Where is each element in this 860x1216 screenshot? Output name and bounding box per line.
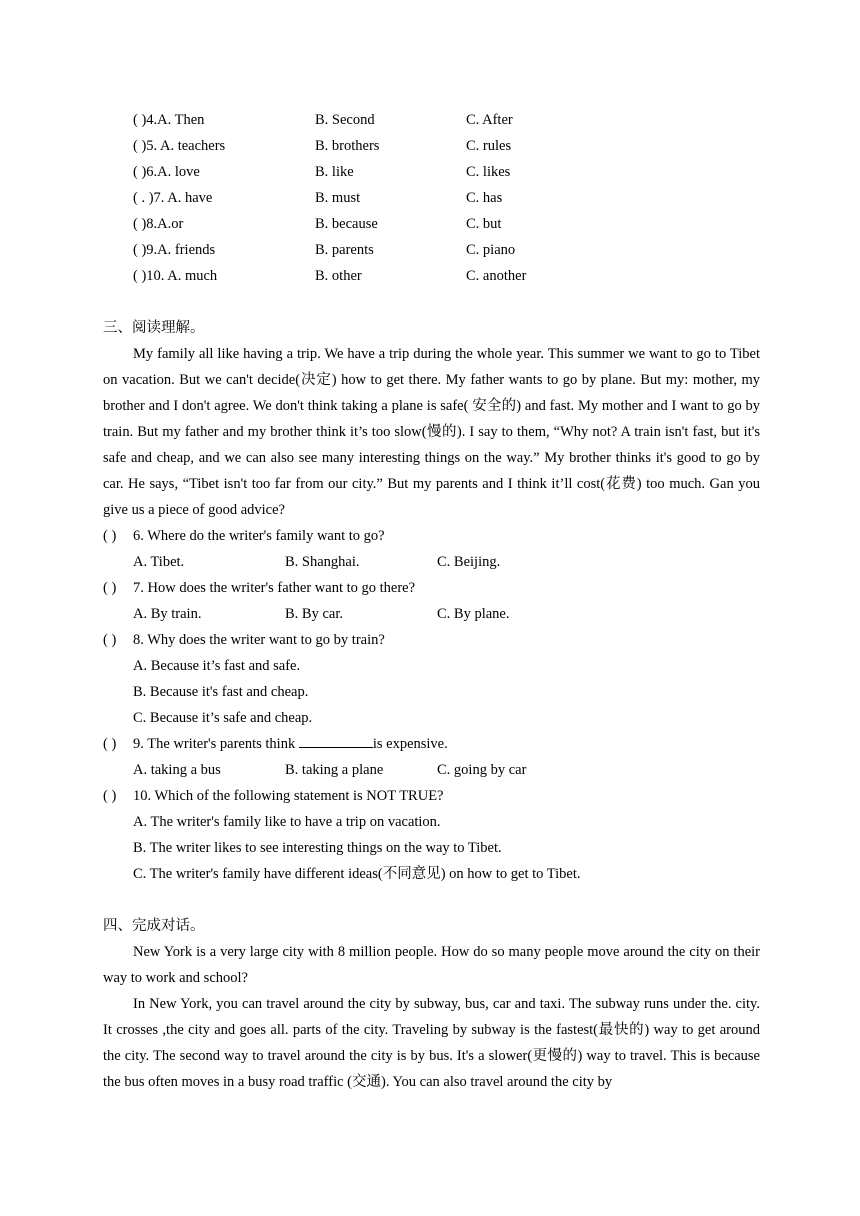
option-b: B. By car. (285, 606, 343, 622)
fill-blank (299, 735, 373, 748)
question-text: 8. Why does the writer want to go by train? (133, 632, 385, 648)
option-c: C. Beijing. (437, 554, 501, 570)
section-heading-reading: 三、阅读理解。 (103, 320, 205, 336)
option-c: C. rules (466, 138, 512, 154)
option-c: C. By plane. (437, 606, 510, 622)
option-c: C. Because it’s safe and cheap. (133, 710, 313, 726)
question-text: 7. How does the writer's father want to go there? (133, 580, 416, 596)
question-text-after: is expensive. (372, 736, 448, 752)
reading-passage: My family all like having a trip. We have a trip during the whole year. This summer we want to go to Tibet on vacation. But we can't decide(决定) how to get there. My father wants to go by plane. But my: mother, my brother and I don't agree. We don't think taking a plane is safe( 安全的) and fast. My mother and I want to go by train. But my father and my brother think it’s too slow(慢的). I say to them, “Why not? A train isn't fast, but it's safe and cheap, and we can also see many interesting things on the way.” My brother thinks it's good to go by car. He says, “Tibet isn't too far from our city.” But my parents and I think it’ll cost(花费) too much. Gan you give us a piece of good advice? (103, 346, 760, 518)
option-b: B. must (315, 190, 361, 206)
option-b: B. parents (315, 242, 374, 258)
question-text-before: 9. The writer's parents think (133, 736, 299, 752)
option-b: B. Second (315, 112, 375, 128)
option-a: A. taking a bus (133, 762, 221, 778)
option-a: A. By train. (133, 606, 202, 622)
option-a: A. The writer's family like to have a trip on vacation. (133, 814, 441, 830)
answer-bracket: ( ) (103, 528, 117, 544)
question-number: ( )6.A. love (133, 164, 200, 180)
option-b: B. other (315, 268, 362, 284)
option-b: B. Shanghai. (285, 554, 360, 570)
option-c: C. piano (466, 242, 516, 258)
answer-bracket: ( ) (103, 788, 117, 804)
question-text: 6. Where do the writer's family want to go? (133, 528, 385, 544)
answer-bracket: ( ) (103, 632, 117, 648)
section-heading-dialogue: 四、完成对话。 (103, 918, 205, 934)
answer-bracket: ( ) (103, 736, 117, 752)
option-a: A. Tibet. (133, 554, 185, 570)
option-c: C. another (466, 268, 527, 284)
answer-bracket: ( ) (103, 580, 117, 596)
dialogue-paragraph-1: New York is a very large city with 8 million people. How do so many people move around the city on their way to work and school? (103, 944, 760, 986)
dialogue-paragraph-2: In New York, you can travel around the city by subway, bus, car and taxi. The subway runs under the. city. It crosses ,the city and goes all. parts of the city. Traveling by subway is the fastest(最快的) way to get around the city. The second way to travel around the city is by bus. It's a slower(更慢的) way to travel. This is because the bus often moves in a busy road traffic (交通). You can also travel around the city by (103, 996, 760, 1090)
question-number: ( )9.A. friends (133, 242, 216, 258)
question-text: 10. Which of the following statement is NOT TRUE? (133, 788, 444, 804)
option-c: C. likes (466, 164, 511, 180)
option-c: C. has (466, 190, 503, 206)
option-a: A. Because it’s fast and safe. (133, 658, 301, 674)
option-c: C. going by car (437, 762, 527, 778)
option-b: B. brothers (315, 138, 380, 154)
question-number: ( . )7. A. have (133, 190, 213, 206)
option-b: B. like (315, 164, 354, 180)
option-b: B. The writer likes to see interesting things on the way to Tibet. (133, 840, 502, 856)
question-number: ( )5. A. teachers (133, 138, 226, 154)
option-c: C. The writer's family have different ideas(不同意见) on how to get to Tibet. (133, 866, 581, 882)
option-c: C. but (466, 216, 502, 232)
option-b: B. because (315, 216, 378, 232)
option-b: B. Because it's fast and cheap. (133, 684, 309, 700)
question-number: ( )10. A. much (133, 268, 218, 284)
question-number: ( )4.A. Then (133, 112, 205, 128)
question-number: ( )8.A.or (133, 216, 184, 232)
question-text (133, 734, 448, 754)
option-b: B. taking a plane (285, 762, 384, 778)
option-c: C. After (466, 112, 513, 128)
